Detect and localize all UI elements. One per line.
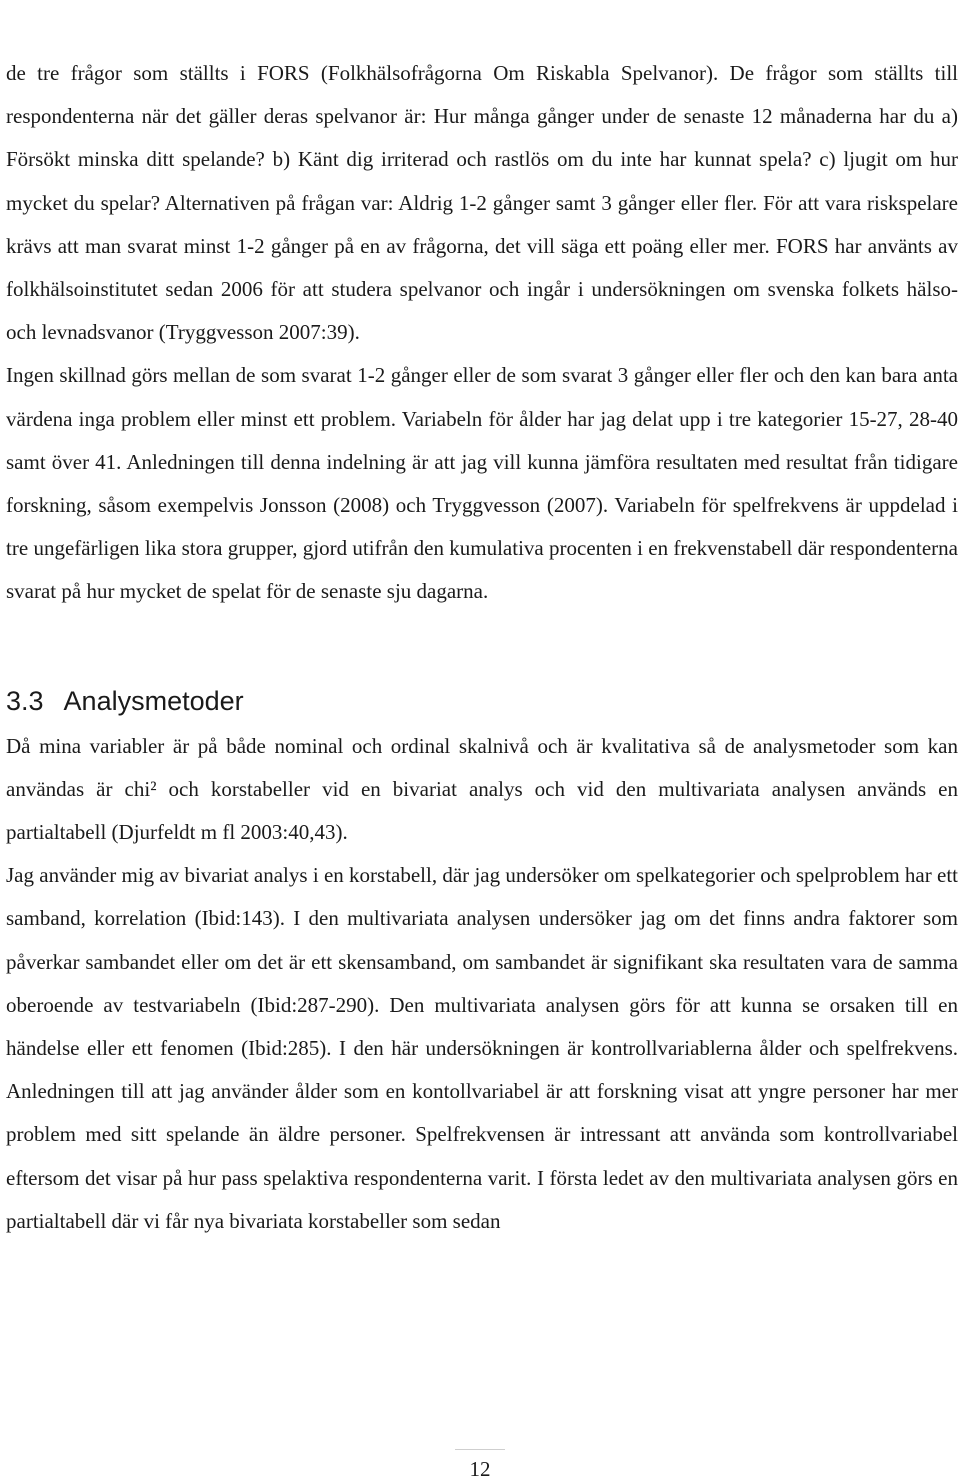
body-paragraph: Då mina variabler är på både nominal och ordinal skalnivå och är kvalitativa så de analysmetoder som kan användas är chi² och korstabeller vid en bivariat analys och vid den multivariata analysen används en partialtabell (Djurfeldt m fl 2003:40,43). bbox=[6, 733, 958, 845]
section-number: 3.3 bbox=[6, 685, 44, 716]
section-heading bbox=[6, 683, 958, 719]
section-title: Analysmetoder bbox=[63, 685, 244, 716]
footer-divider bbox=[455, 1449, 505, 1450]
body-paragraph: Jag använder mig av bivariat analys i en korstabell, där jag undersöker om spelkategorier och spelproblem har ett samband, korrelation (Ibid:143). I den multivariata analysen undersöker jag om det finns andra faktorer som påverkar sambandet eller om det är ett skensamband, om sambandet är signifikant ska resultaten vara de samma oberoende av testvariabeln (Ibid:287-290). Den multivariata analysen görs för att kunna se orsaken till en händelse eller ett fenomen (Ibid:285). I den här undersökningen är kontrollvariablerna ålder och spelfrekvens. Anledningen till att jag använder ålder som en kontollvariabel är att forskning visat att yngre personer har mer problem med sitt spelande än äldre personer. Spelfrekvensen är intressant att använda som kontrollvariabel eftersom det visar på hur pass spelaktiva respondenterna varit. I första ledet av den multivariata analysen görs en partialtabell där vi får nya bivariata korstabeller som sedan bbox=[6, 863, 958, 1233]
body-paragraph: de tre frågor som ställts i FORS (Folkhälsofrågorna Om Riskabla Spelvanor). De frågor som ställts till respondenterna när det gäller deras spelvanor är: Hur många gånger under de senaste 12 månaderna har du a) Försökt minska ditt spelande? b) Känt dig irriterad och rastlös om du inte har kunnat spela? c) ljugit om hur mycket du spelar? Alternativen på frågan var: Aldrig 1-2 gånger samt 3 gånger eller fler. För att vara riskspelare krävs att man svarat minst 1-2 gånger på en av frågorna, det vill säga ett poäng eller mer. FORS har använts av folkhälsoinstitutet sedan 2006 för att studera spelvanor och ingår i undersökningen om svenska folkets hälso- och levnadsvanor (Tryggvesson 2007:39). bbox=[6, 61, 958, 345]
page-number: 12 bbox=[469, 1457, 491, 1481]
body-paragraph: Ingen skillnad görs mellan de som svarat 1-2 gånger eller de som svarat 3 gånger eller fler och den kan bara anta värdena inga problem eller minst ett problem. Variabeln för ålder har jag delat upp i tre kategorier 15-27, 28-40 samt över 41. Anledningen till denna indelning är att jag vill kunna jämföra resultaten med resultat från tidigare forskning, såsom exempelvis Jonsson (2008) och Tryggvesson (2007). Variabeln för spelfrekvens är uppdelad i tre ungefärligen lika stora grupper, gjord utifrån den kumulativa procenten i en frekvenstabell där respondenterna svarat på hur mycket de spelat för de senaste sju dagarna. bbox=[6, 363, 958, 604]
document-page bbox=[6, 52, 958, 1243]
